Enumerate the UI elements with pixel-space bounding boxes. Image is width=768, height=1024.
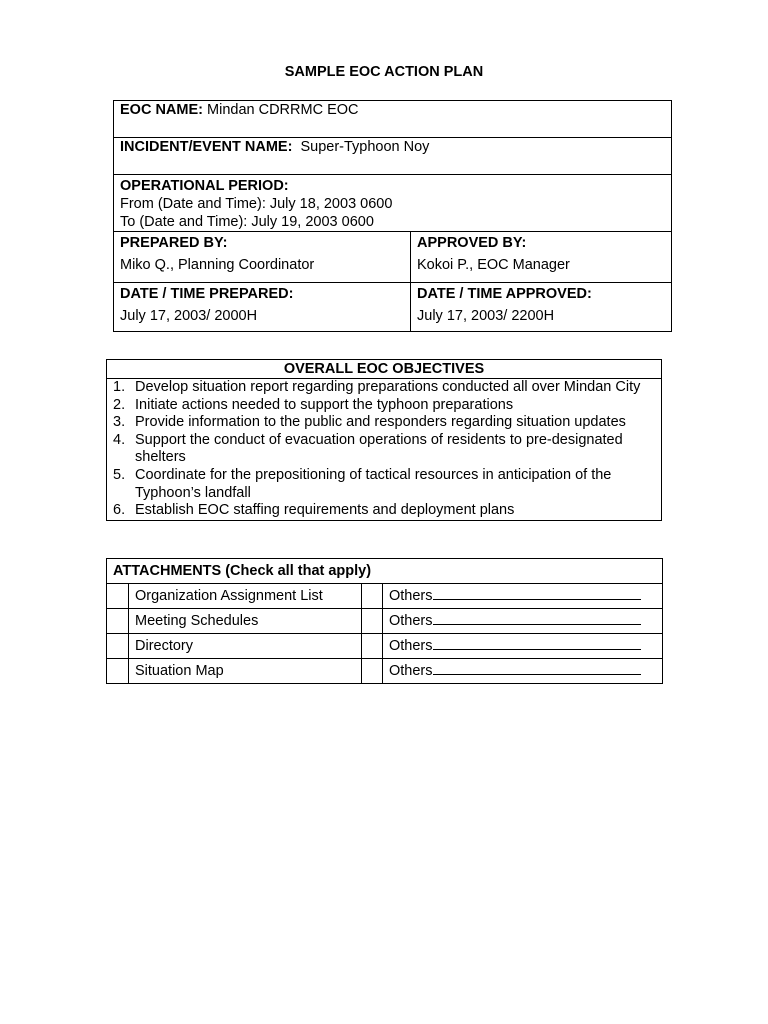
- objective-item: 2. Initiate actions needed to support the typhoon preparations: [113, 396, 514, 413]
- attachment-label: Situation Map: [129, 659, 362, 684]
- incident-row: [114, 138, 672, 175]
- objectives-list: [113, 379, 655, 520]
- date-approved-label: DATE / TIME APPROVED:: [417, 286, 592, 302]
- attachments-heading: ATTACHMENTS (Check all that apply): [107, 559, 663, 584]
- other-label: Others: [389, 613, 433, 629]
- objective-item: 1. Develop situation report regarding preparations conducted all over Mindan City: [113, 379, 641, 395]
- other-blank-line[interactable]: [433, 610, 641, 625]
- operational-period-row: [114, 175, 672, 232]
- attachment-label: Directory: [129, 634, 362, 659]
- op-period-label: OPERATIONAL PERIOD:: [120, 178, 289, 194]
- prepared-by-label: PREPARED BY:: [120, 235, 228, 251]
- attachment-checkbox[interactable]: [107, 634, 129, 659]
- op-period-to: To (Date and Time): July 19, 2003 0600: [120, 214, 374, 230]
- eoc-name-label: EOC NAME:: [120, 102, 203, 118]
- attachment-checkbox[interactable]: [107, 584, 129, 609]
- other-checkbox[interactable]: [362, 584, 383, 609]
- other-label: Others: [389, 638, 433, 654]
- document-title: SAMPLE EOC ACTION PLAN: [284, 64, 484, 80]
- objective-item: 4. Support the conduct of evacuation operations of residents to pre-designated shelters: [113, 431, 623, 466]
- attachments-table: [106, 558, 663, 684]
- other-blank-line[interactable]: [433, 660, 641, 675]
- attachment-label: Meeting Schedules: [129, 609, 362, 634]
- other-checkbox[interactable]: [362, 659, 383, 684]
- other-label: Others: [389, 588, 433, 604]
- attachment-checkbox[interactable]: [107, 659, 129, 684]
- prepared-by-value: Miko Q., Planning Coordinator: [120, 257, 315, 273]
- attachment-label: Organization Assignment List: [129, 584, 362, 609]
- attachment-row: [107, 634, 663, 659]
- objective-item: 6. Establish EOC staffing requirements and deployment plans: [113, 502, 515, 519]
- other-blank-line[interactable]: [433, 635, 641, 650]
- op-period-from: From (Date and Time): July 18, 2003 0600: [120, 196, 393, 212]
- objective-item: 5. Coordinate for the prepositioning of tactical resources in anticipation of the Typhoon’s landfall: [113, 466, 612, 501]
- plan-header-table: [113, 100, 672, 332]
- eoc-name-row: [114, 101, 672, 138]
- attachment-row: [107, 609, 663, 634]
- objectives-table: [106, 359, 662, 521]
- prepared-approved-row: [114, 232, 672, 283]
- date-approved-value: July 17, 2003/ 2200H: [417, 308, 555, 324]
- other-blank-line[interactable]: [433, 585, 641, 600]
- attachment-checkbox[interactable]: [107, 609, 129, 634]
- approved-by-label: APPROVED BY:: [417, 235, 527, 251]
- attachment-row: [107, 659, 663, 684]
- other-checkbox[interactable]: [362, 609, 383, 634]
- approved-by-value: Kokoi P., EOC Manager: [417, 257, 570, 273]
- other-checkbox[interactable]: [362, 634, 383, 659]
- date-prepared-label: DATE / TIME PREPARED:: [120, 286, 294, 302]
- attachment-row: [107, 584, 663, 609]
- date-prepared-value: July 17, 2003/ 2000H: [120, 308, 258, 324]
- incident-value: Super-Typhoon Noy: [300, 139, 430, 155]
- objectives-heading: OVERALL EOC OBJECTIVES: [107, 360, 662, 379]
- incident-label: INCIDENT/EVENT NAME:: [120, 139, 293, 155]
- eoc-name-value: Mindan CDRRMC EOC: [207, 102, 359, 118]
- objective-item: 3. Provide information to the public and responders regarding situation updates: [113, 414, 626, 431]
- other-label: Others: [389, 663, 433, 679]
- dates-row: [114, 283, 672, 332]
